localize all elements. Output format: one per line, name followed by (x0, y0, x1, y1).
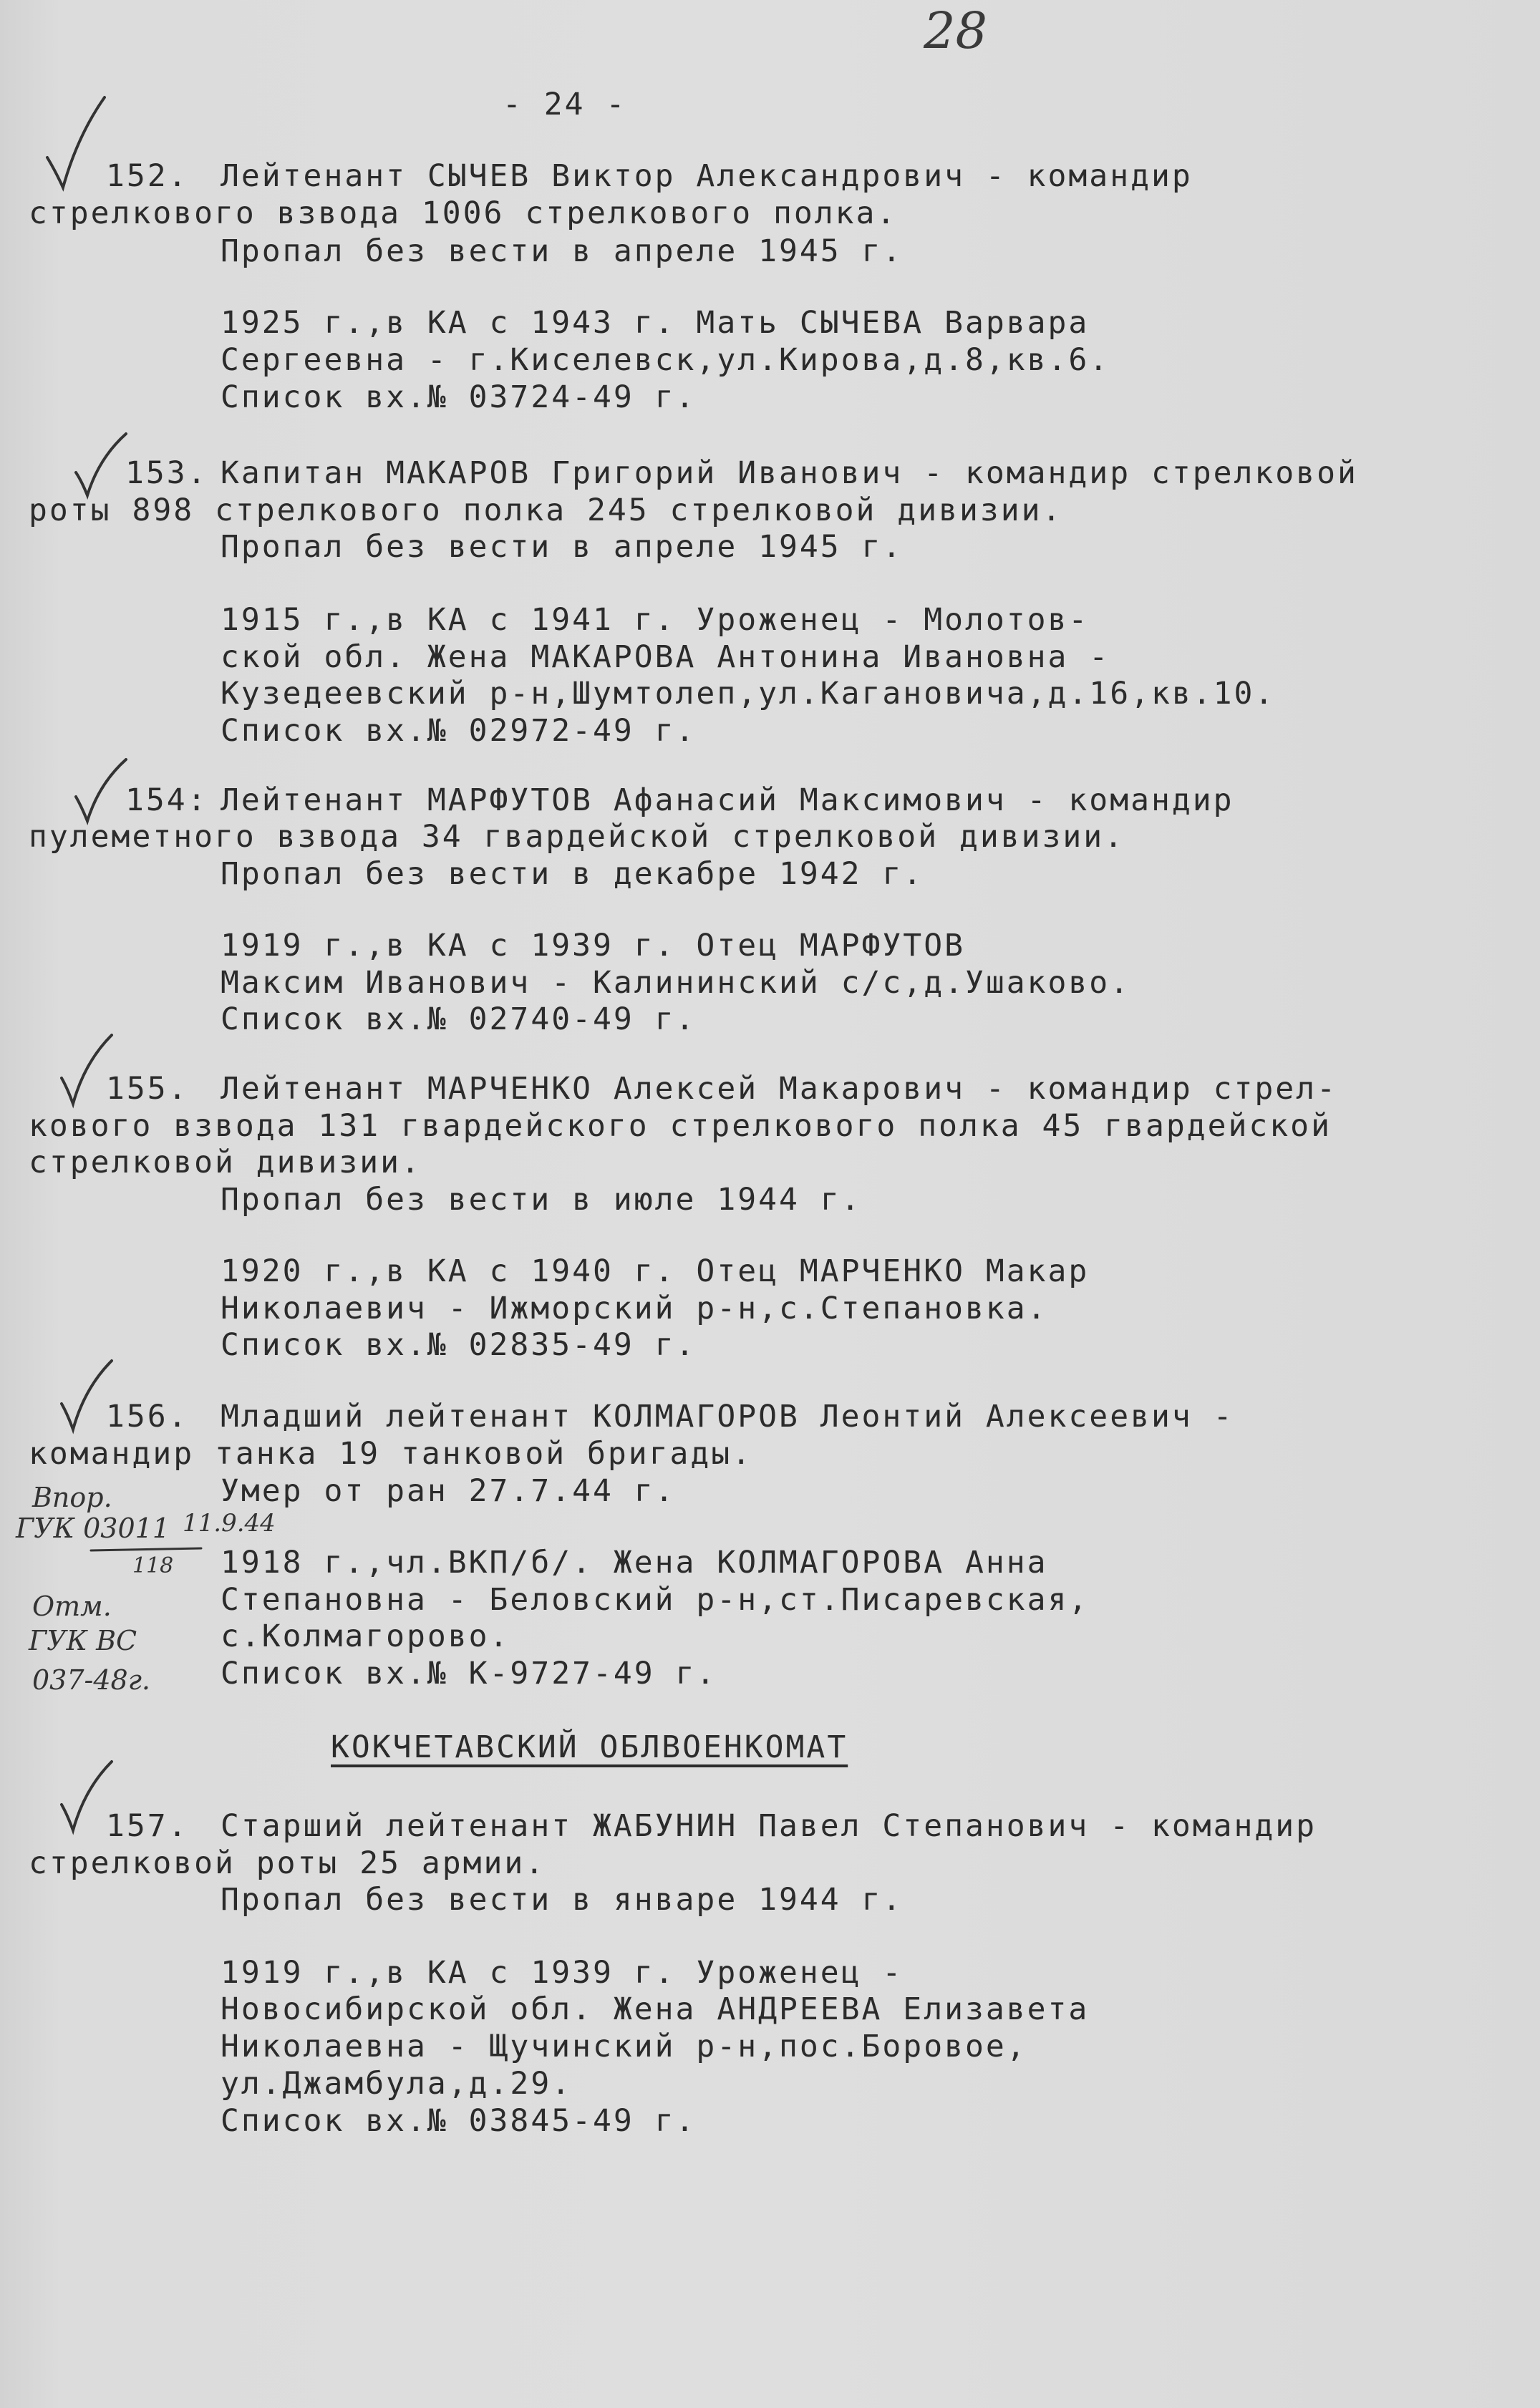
entry-number: 157. (106, 1808, 189, 1844)
entry-fate: Пропал без вести в январе 1944 г. (221, 1882, 904, 1918)
entry-fate: Пропал без вести в декабре 1942 г. (221, 856, 924, 892)
margin-note: 118 (132, 1553, 174, 1578)
entry-line: Лейтенант МАРФУТОВ Афанасий Максимович - командир (221, 782, 1234, 818)
entry-detail: Максим Иванович - Калининский с/с,д.Ушаково. (221, 965, 1131, 1001)
margin-note: Отм. (32, 1591, 112, 1622)
entry-detail: Николаевна - Щучинский р-н,пос.Боровое, (221, 2029, 1027, 2064)
entry-detail: Николаевич - Ижморский р-н,с.Степановка. (221, 1291, 1048, 1326)
entry-detail: Список вх.№ 02740-49 г. (221, 1001, 697, 1037)
entry-fate: Умер от ран 27.7.44 г. (221, 1473, 676, 1509)
entry-detail: Кузедеевский р-н,Шумтолеп,ул.Кагановича,д.16,кв.10. (221, 676, 1276, 712)
checkmark-icon (72, 755, 129, 827)
entry-number: 154: (125, 782, 208, 818)
entry-line: кового взвода 131 гвардейского стрелкового полка 45 гвардейской (29, 1108, 1332, 1144)
entry-detail: Список вх.№ К-9727-49 г. (221, 1656, 717, 1691)
entry-fate: Пропал без вести в апреле 1945 г. (221, 233, 904, 269)
entry-line: стрелковой роты 25 армии. (29, 1845, 546, 1881)
entry-line: стрелкового взвода 1006 стрелкового полка. (29, 195, 898, 231)
entry-fate: Пропал без вести в апреле 1945 г. (221, 529, 904, 565)
entry-number: 153. (125, 455, 208, 491)
margin-note: ГУК 03011 (16, 1513, 170, 1544)
sheet-number: 28 (924, 1, 988, 60)
entry-line: роты 898 стрелкового полка 245 стрелковой дивизии. (29, 492, 1063, 528)
entry-line: Лейтенант СЫЧЕВ Виктор Александрович - командир (221, 158, 1193, 194)
margin-note: 037-48г. (32, 1664, 151, 1696)
entry-line: пулеметного взвода 34 гвардейской стрелковой дивизии. (29, 819, 1125, 855)
entry-detail: Список вх.№ 03724-49 г. (221, 379, 697, 415)
fraction-line (89, 1546, 204, 1553)
section-heading: КОКЧЕТАВСКИЙ ОБЛВОЕНКОМАТ (331, 1729, 848, 1765)
entry-detail: 1919 г.,в КА с 1939 г. Уроженец - (221, 1955, 904, 1991)
margin-note: Впор. (32, 1482, 112, 1513)
entry-detail: Список вх.№ 02972-49 г. (221, 713, 697, 749)
entry-line: командир танка 19 танковой бригады. (29, 1436, 753, 1472)
entry-line: Лейтенант МАРЧЕНКО Алексей Макарович - командир стрел- (221, 1071, 1337, 1107)
checkmark-icon (72, 429, 129, 501)
entry-detail: Список вх.№ 02835-49 г. (221, 1327, 697, 1363)
entry-detail: с.Колмагорово. (221, 1618, 510, 1654)
page-number: - 24 - (503, 87, 627, 122)
entry-detail: ской обл. Жена МАКАРОВА Антонина Ивановна - (221, 639, 1110, 675)
margin-note: ГУК ВС (29, 1625, 137, 1656)
entry-detail: 1920 г.,в КА с 1940 г. Отец МАРЧЕНКО Макар (221, 1253, 1090, 1289)
entry-detail: 1919 г.,в КА с 1939 г. Отец МАРФУТОВ (221, 928, 965, 963)
entry-line: Старший лейтенант ЖАБУНИН Павел Степанович - командир (221, 1808, 1317, 1844)
entry-line: Капитан МАКАРОВ Григорий Иванович - командир стрелковой (221, 455, 1358, 491)
entry-detail: 1915 г.,в КА с 1941 г. Уроженец - Молотов- (221, 602, 1090, 638)
entry-detail: Список вх.№ 03845-49 г. (221, 2103, 697, 2139)
entry-number: 156. (106, 1399, 189, 1434)
margin-note: 11.9.44 (183, 1509, 276, 1538)
entry-detail: ул.Джамбула,д.29. (221, 2066, 573, 2102)
entry-fate: Пропал без вести в июле 1944 г. (221, 1182, 862, 1218)
entry-detail: 1918 г.,чл.ВКП/б/. Жена КОЛМАГОРОВА Анна (221, 1545, 1048, 1581)
entry-detail: Степановна - Беловский р-н,ст.Писаревская, (221, 1582, 1090, 1618)
entry-number: 152. (106, 158, 189, 194)
entry-line: Младший лейтенант КОЛМАГОРОВ Леонтий Алексеевич - (221, 1399, 1234, 1434)
entry-detail: Сергеевна - г.Киселевск,ул.Кирова,д.8,кв.6. (221, 342, 1110, 378)
checkmark-icon (43, 93, 107, 193)
entry-number: 155. (106, 1071, 189, 1107)
entry-detail: 1925 г.,в КА с 1943 г. Мать СЫЧЕВА Варвара (221, 305, 1090, 341)
entry-detail: Новосибирской обл. Жена АНДРЕЕВА Елизавета (221, 1991, 1090, 2027)
entry-line: стрелковой дивизии. (29, 1145, 422, 1180)
